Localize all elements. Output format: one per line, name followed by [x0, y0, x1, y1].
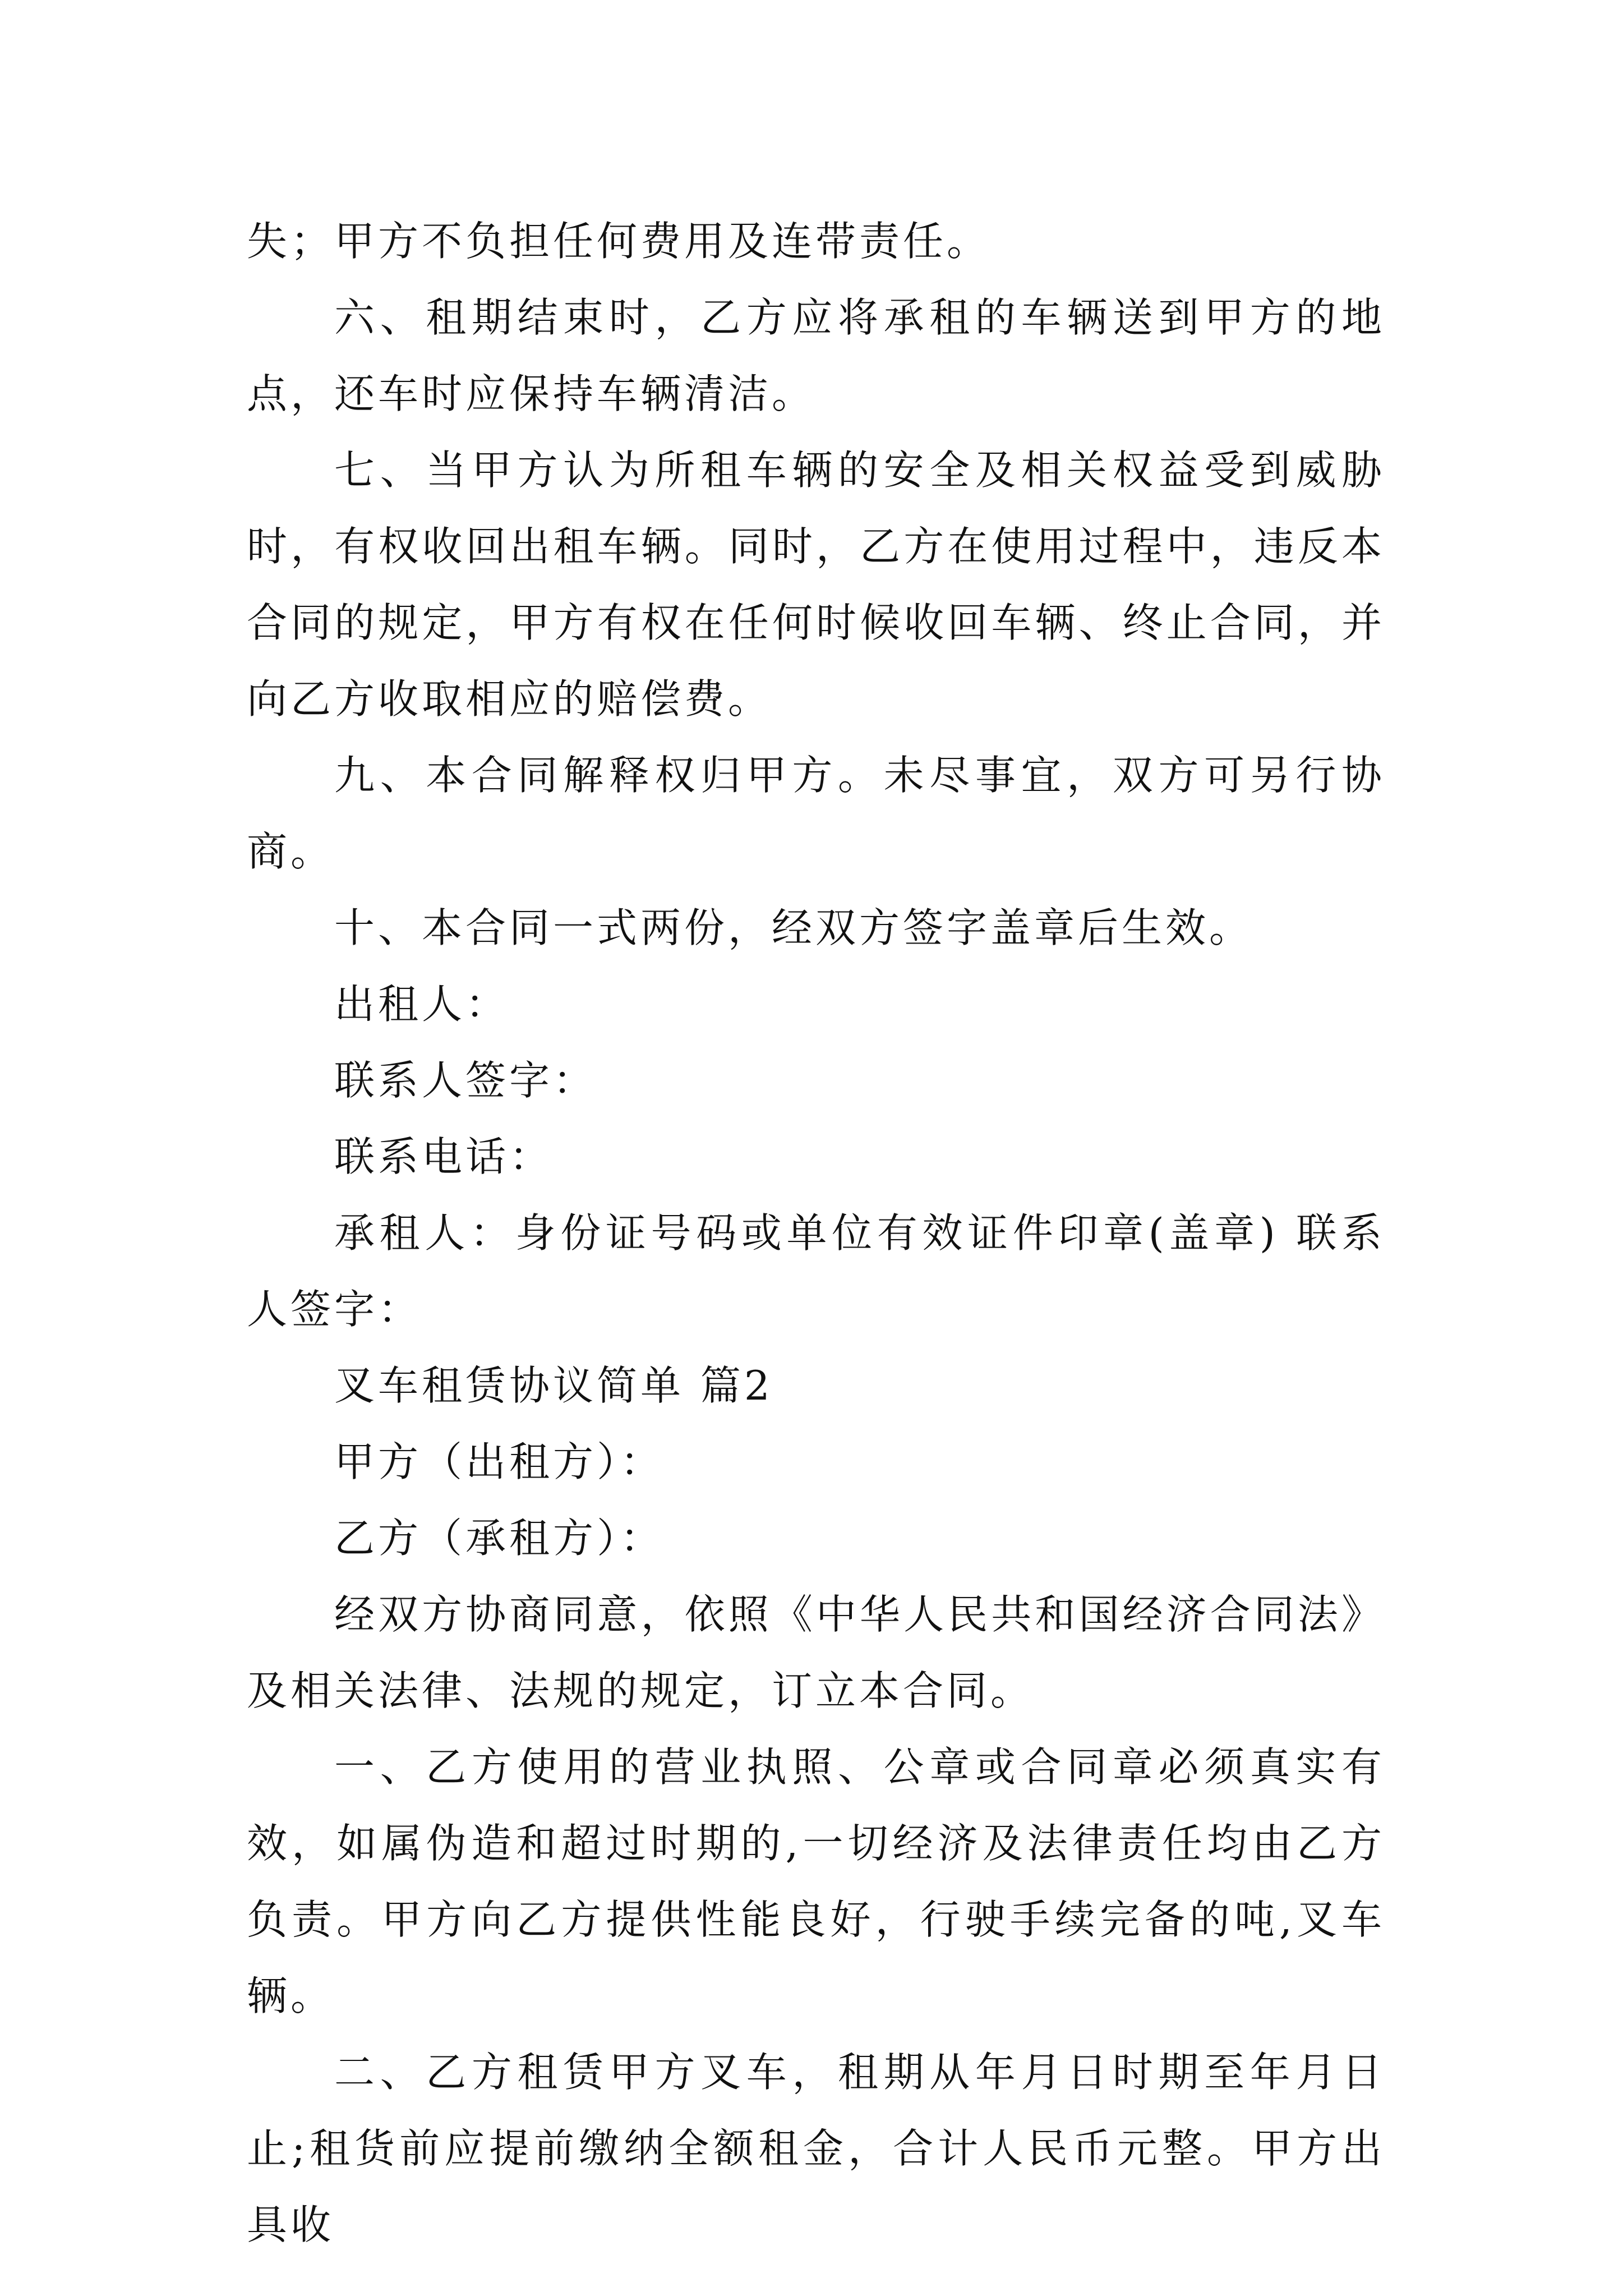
party-a-label: 甲方（出租方）：	[334, 1438, 665, 1485]
paragraph-clause-9: 九、本合同解释权归甲方。未尽事宜，双方可另行协商。	[247, 752, 1385, 875]
paragraph-clause-10: 十、本合同一式两份，经双方签字盖章后生效。	[334, 904, 1253, 951]
paragraph-preamble: 经双方协商同意，依照《中华人民共和国经济合同法》及相关法律、法规的规定，订立本合同。	[247, 1591, 1385, 1714]
paragraph-clause-7: 七、当甲方认为所租车辆的安全及相关权益受到威胁时，有权收回出租车辆。同时，乙方在使用过程中，违反本合同的规定，甲方有权在任何时候收回车辆、终止合同，并向乙方收取相应的赔偿费。	[247, 447, 1385, 723]
lessee-label: 承租人：身份证号码或单位有效证件印章(盖章) 联系人签字：	[247, 1209, 1385, 1333]
section-heading: 叉车租赁协议简单 篇2	[334, 1362, 773, 1409]
contact-signature-label: 联系人签字：	[334, 1057, 597, 1104]
contact-phone-label: 联系电话：	[334, 1133, 554, 1180]
party-b-label: 乙方（承租方）：	[334, 1515, 665, 1562]
paragraph-continuation: 失；甲方不负担任何费用及连带责任。	[247, 218, 991, 265]
document-body	[247, 203, 1385, 2263]
paragraph-clause-6: 六、租期结束时，乙方应将承租的车辆送到甲方的地点，还车时应保持车辆清洁。	[247, 294, 1385, 417]
lessor-label: 出租人：	[334, 981, 510, 1028]
paragraph-clause-2: 二、乙方租赁甲方叉车，租期从年月日时期至年月日止;租货前应提前缴纳全额租金，合计人民币元整。甲方出具收	[247, 2049, 1385, 2248]
paragraph-clause-1: 一、乙方使用的营业执照、公章或合同章必须真实有效，如属伪造和超过时期的,一切经济及法律责任均由乙方负责。甲方向乙方提供性能良好，行驶手续完备的吨,叉车辆。	[247, 1743, 1385, 2019]
